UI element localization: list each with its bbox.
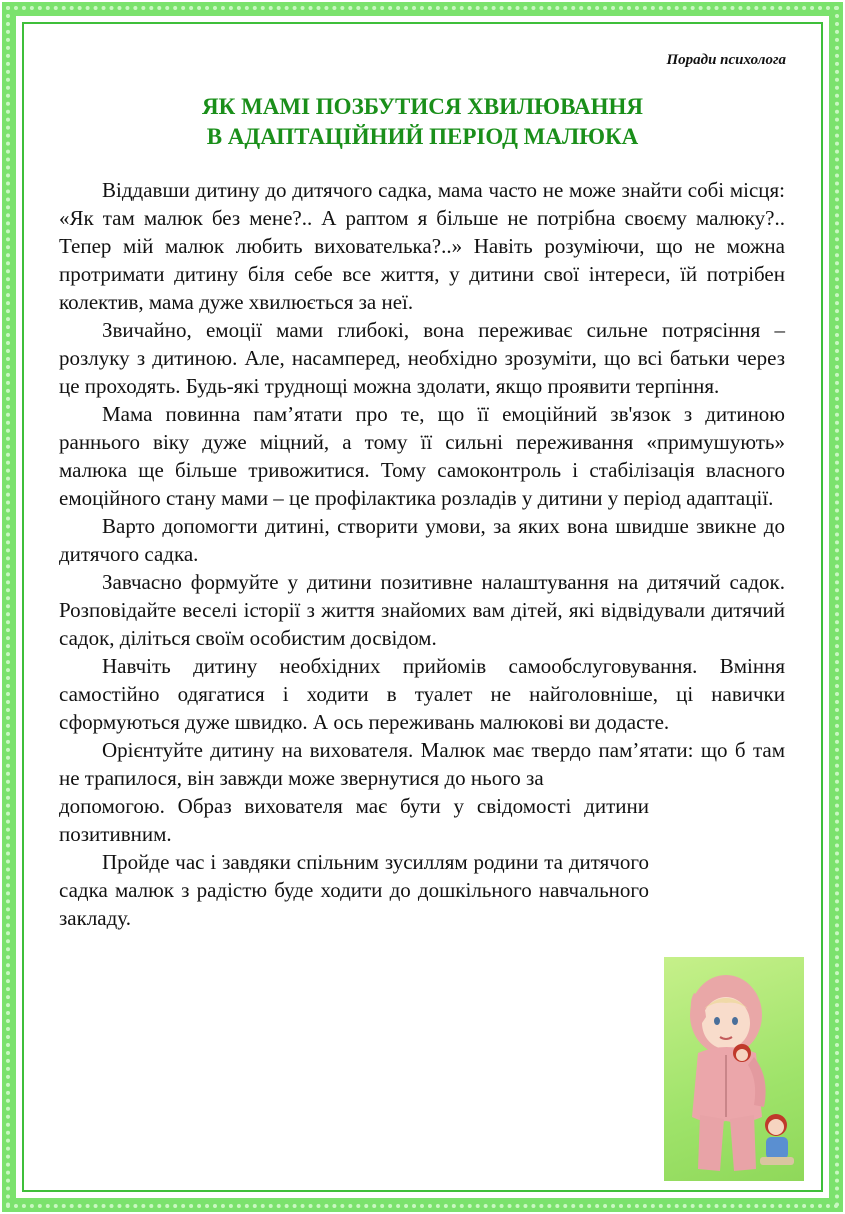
title-line-2: В АДАПТАЦІЙНИЙ ПЕРІОД МАЛЮКА [206, 124, 639, 149]
baby-doll-icon [664, 957, 804, 1181]
paragraph: Навчіть дитину необхідних прийомів самообслуговування. Вміння самостійно одягатися і ходити в туалет не найголовніше, ці навички сформуються дуже швидко. А ось переживань малюкові ви додасте. [59, 654, 785, 734]
paragraph: Віддавши дитину до дитячого садка, мама часто не може знайти собі місця: «Як там малюк без мене?.. А раптом я більше не потрібна своєму малюку?.. Тепер мій малюк любить вихователька?..» Навіть розуміючи, що не можна протримати дитину біля себе все життя, у дитини свої інтереси, їй потрібен колектив, мама дуже хвилюється за неї. [59, 178, 785, 314]
title-line-1: ЯК МАМІ ПОЗБУТИСЯ ХВИЛЮВАННЯ [202, 94, 643, 119]
paragraph: Мама повинна пам’ятати про те, що її емоційний зв'язок з дитиною раннього віку дуже міцний, а тому її сильні переживання «примушують» малюка ще більше тривожитися. Тому самоконтроль і стабілізація власного емоційного стану мами – це профілактика розладів у дитини у період адаптації. [59, 402, 785, 510]
paragraph-line: що б там не трапилося, він завжди може звернутися до нього за [59, 738, 786, 790]
paragraph-line: Орієнтуйте дитину на вихователя. Малюк має твердо пам’ятати: [102, 738, 694, 762]
paragraph: Варто допомогти дитині, створити умови, за яких вона швидше звикне до дитячого садка. [59, 514, 785, 566]
paragraph-full-lines [59, 736, 785, 792]
page-title [60, 92, 785, 152]
baby-doll-illustration [664, 957, 804, 1181]
section-label: Поради психолога [666, 52, 786, 68]
paragraph: Завчасно формуйте у дитини позитивне налаштування на дитячий садок. Розповідайте веселі історії з життя знайомих вам дітей, які відвідували дитячий садок, діліться своїм особистим досвідом. [59, 570, 785, 650]
article-body [59, 176, 785, 932]
paragraph-wrapped: допомогою. Образ вихователя має бути у свідомості дитини позитивним. [59, 794, 649, 846]
paragraph: Звичайно, емоції мами глибокі, вона переживає сильне потрясіння – розлуку з дитиною. Але, насамперед, необхідно зрозуміти, що всі батьки через це проходять. Будь-які труднощі можна здолати, якщо проявити терпіння. [59, 318, 785, 398]
paragraph: Пройде час і завдяки спільним зусиллям родини та дитячого садка малюк з радістю буде ходити до дошкільного навчального закладу. [59, 850, 649, 930]
